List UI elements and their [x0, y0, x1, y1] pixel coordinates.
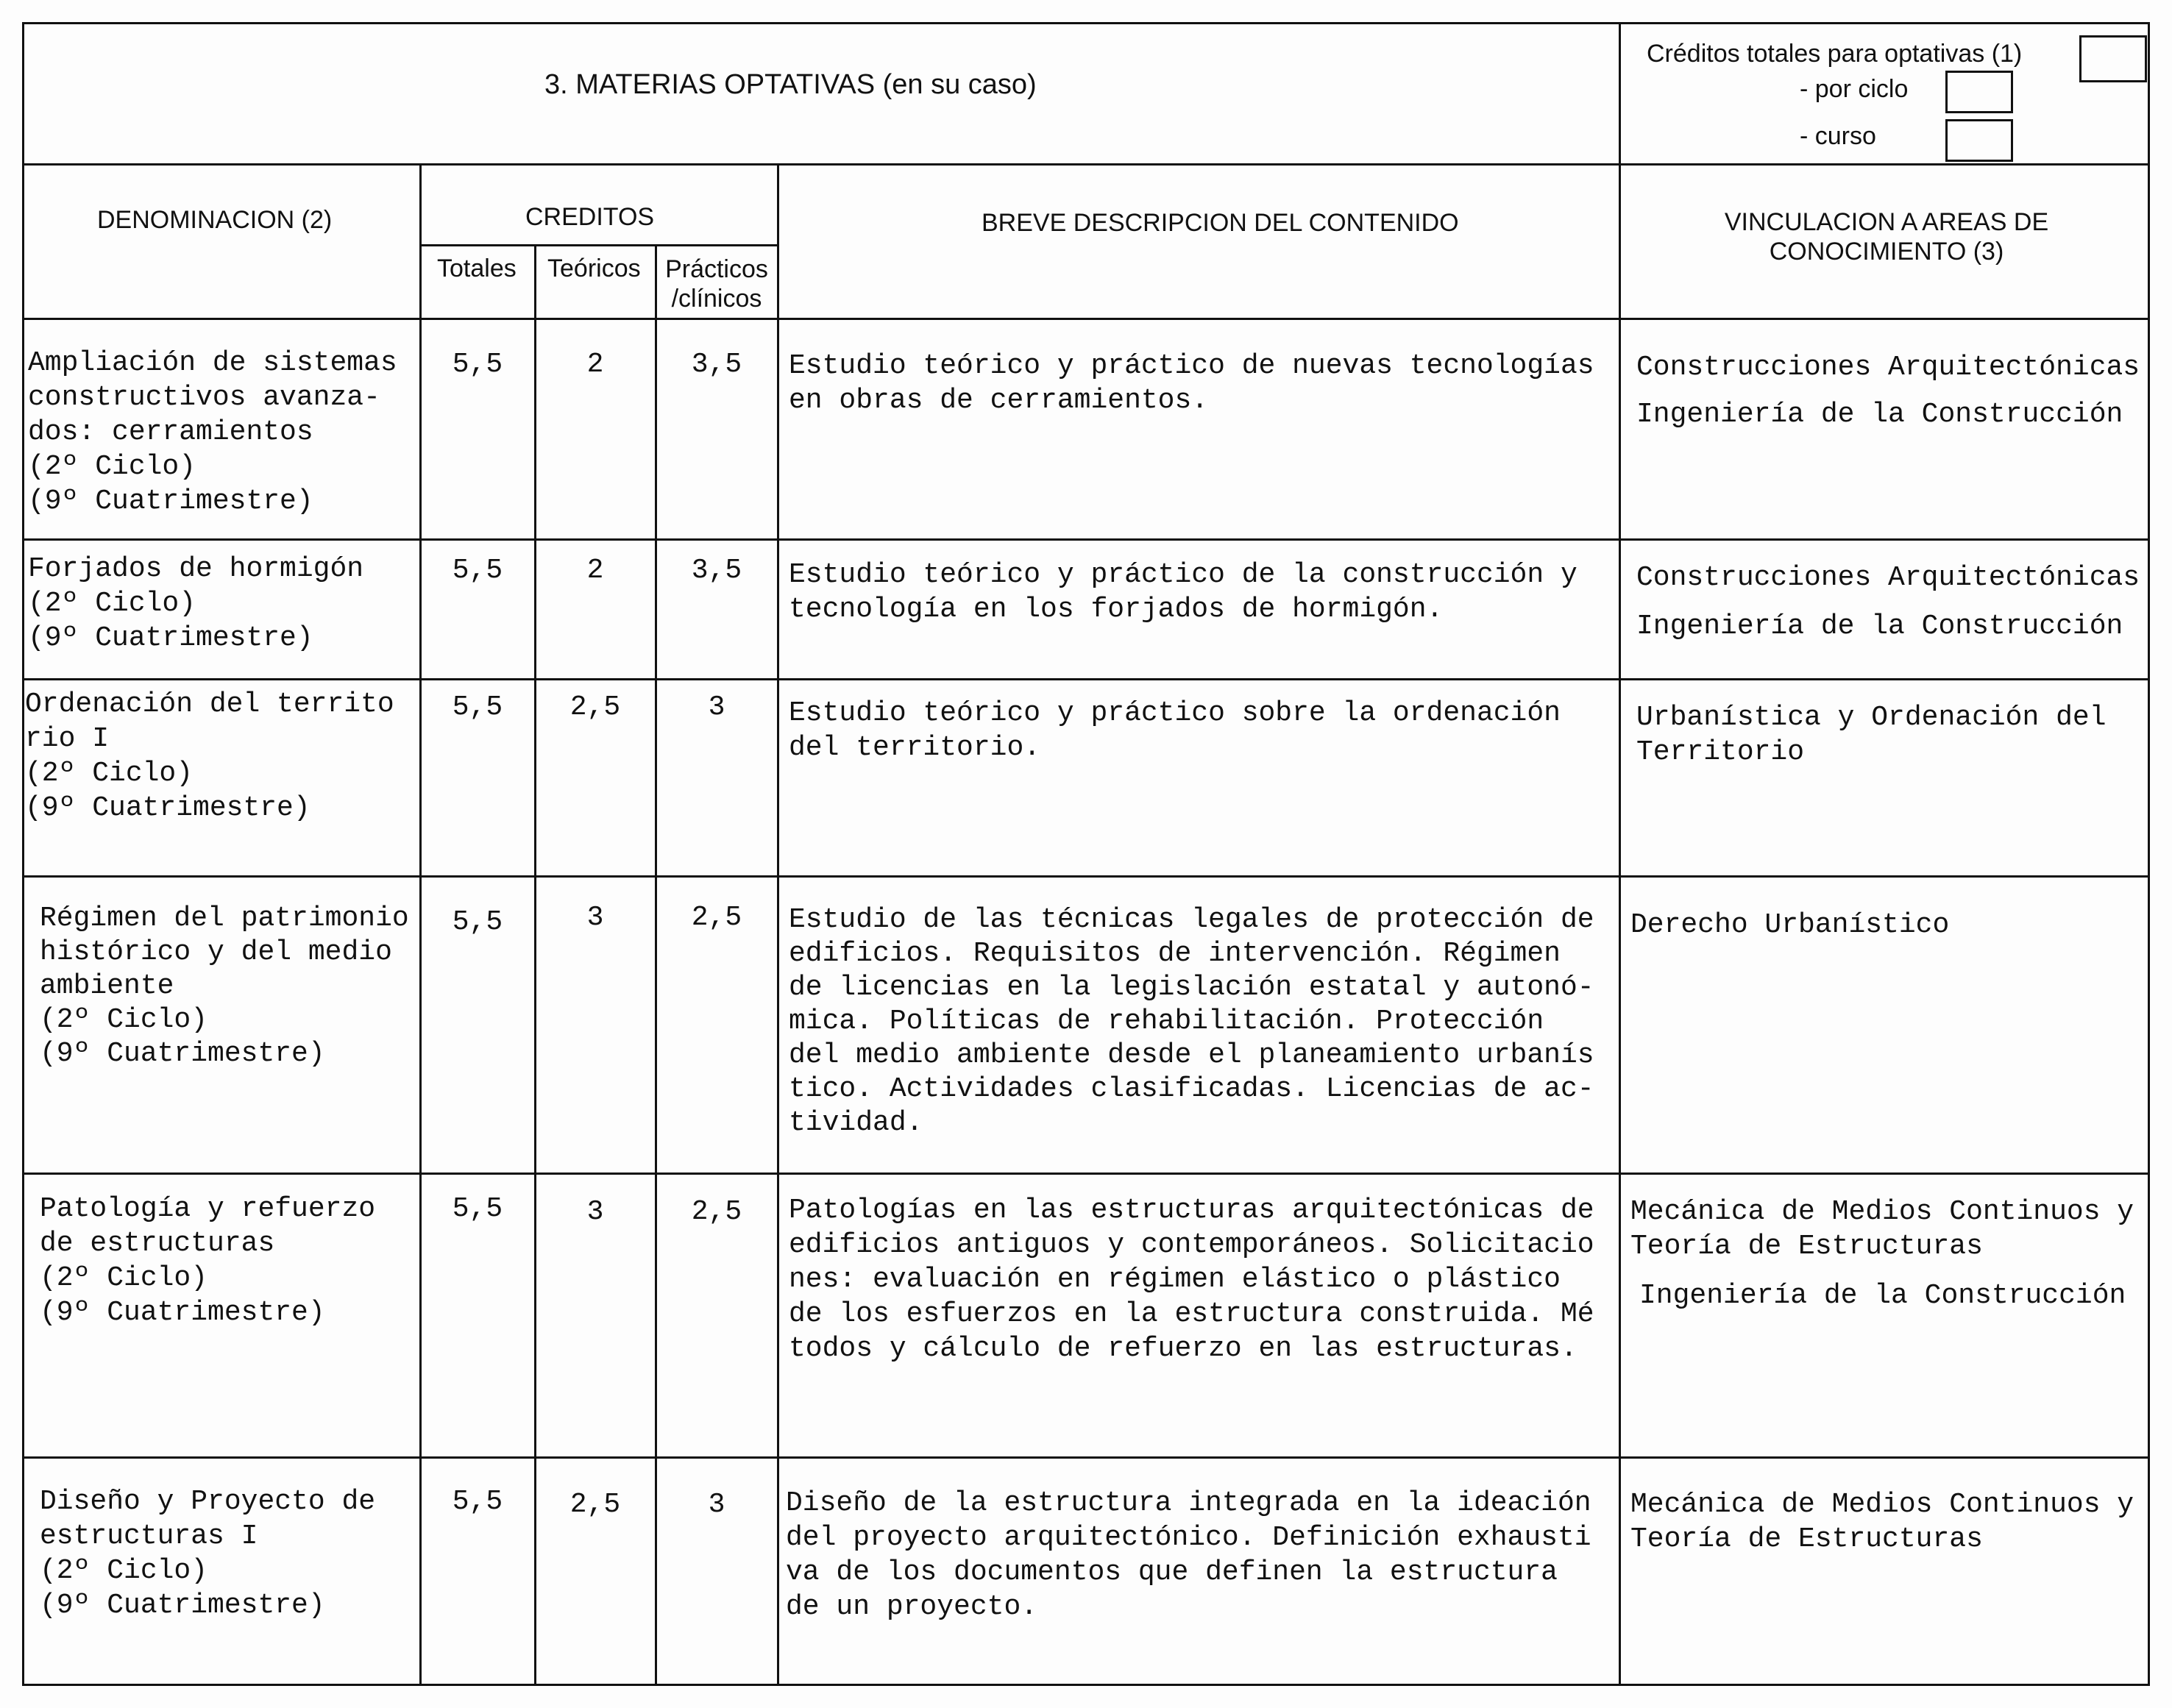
rule-col-vinculacion — [1619, 22, 1621, 1686]
row4-denominacion: Régimen del patrimonio histórico y del medio ambiente (2º Ciclo) (9º Cuatrimestre) — [40, 903, 409, 1070]
row2-denominacion: Forjados de hormigón (2º Ciclo) (9º Cuatrimestre) — [28, 553, 364, 654]
row3-teoricos: 2,5 — [569, 691, 621, 723]
col-header-practicos: Prácticos /clínicos — [665, 255, 768, 313]
row5-totales: 5,5 — [452, 1193, 503, 1225]
row5-practicos: 2,5 — [691, 1196, 742, 1228]
rule-columns-bottom — [22, 318, 2150, 320]
row3-practicos: 3 — [708, 691, 725, 723]
col-header-descripcion: BREVE DESCRIPCION DEL CONTENIDO — [982, 209, 1459, 237]
row1-practicos: 3,5 — [691, 349, 742, 380]
row4-descripcion: Estudio de las técnicas legales de protección de edificios. Requisitos de intervención. Régimen de licencias en la legislación estatal y autonó- mica. Políticas de rehabilitación. Protección del medio ambiente desde el planeamiento urbanís tico. Actividades clasificadas. Licencias de ac- tividad. — [789, 904, 1594, 1139]
rule-row-2 — [22, 678, 2150, 680]
table-frame — [22, 22, 2150, 1686]
rule-row-1 — [22, 538, 2150, 541]
row1-teoricos: 2 — [586, 349, 604, 380]
row2-totales: 5,5 — [452, 555, 503, 586]
row4-teoricos: 3 — [586, 902, 604, 933]
row2-area-1: Construcciones Arquitectónicas — [1636, 562, 2140, 594]
rule-row-5 — [22, 1456, 2150, 1459]
row4-practicos: 2,5 — [691, 902, 742, 933]
row1-area-2: Ingeniería de la Construcción — [1636, 399, 2123, 430]
col-header-creditos: CREDITOS — [525, 203, 655, 231]
rule-row-4 — [22, 1173, 2150, 1175]
row4-totales: 5,5 — [452, 906, 503, 938]
rule-creditos-sub — [419, 244, 777, 246]
row6-totales: 5,5 — [452, 1486, 503, 1517]
row5-descripcion: Patologías en las estructuras arquitectónicas de edificios antiguos y contemporáneos. Solicitacio nes: evaluación en régimen elástico o plástico de los esfuerzos en la estructura construida. Mé todos y cálculo de refuerzo en las estructuras. — [789, 1195, 1594, 1364]
row4-area-1: Derecho Urbanístico — [1630, 909, 1950, 941]
row1-denominacion: Ampliación de sistemas constructivos avanza- dos: cerramientos (2º Ciclo) (9º Cuatrimestre) — [28, 347, 397, 517]
rule-col-creditos — [419, 163, 422, 1686]
row5-denominacion: Patología y refuerzo de estructuras (2º Ciclo) (9º Cuatrimestre) — [40, 1193, 376, 1328]
row5-teoricos: 3 — [586, 1196, 604, 1228]
row6-practicos: 3 — [708, 1489, 725, 1520]
row1-totales: 5,5 — [452, 349, 503, 380]
rule-row-3 — [22, 875, 2150, 878]
row6-descripcion: Diseño de la estructura integrada en la ideación del proyecto arquitectónico. Definición exhausti va de los documentos que definen la estructura de un proyecto. — [786, 1487, 1591, 1623]
col-header-denominacion: DENOMINACION (2) — [97, 206, 333, 234]
row5-area-1: Mecánica de Medios Continuos y Teoría de Estructuras — [1630, 1196, 2134, 1262]
row2-practicos: 3,5 — [691, 555, 742, 586]
per-cycle-label: - por ciclo — [1800, 75, 1909, 103]
rule-col-descripcion — [777, 163, 779, 1686]
per-course-label: - curso — [1800, 122, 1876, 150]
row2-area-2: Ingeniería de la Construcción — [1636, 611, 2123, 642]
row1-area-1: Construcciones Arquitectónicas — [1636, 352, 2140, 383]
row6-area-1: Mecánica de Medios Continuos y Teoría de Estructuras — [1630, 1489, 2134, 1555]
col-header-vinculacion: VINCULACION A AREAS DE CONOCIMIENTO (3) — [1724, 208, 2049, 266]
row2-teoricos: 2 — [586, 555, 604, 586]
row6-teoricos: 2,5 — [569, 1489, 621, 1520]
per-cycle-box — [1945, 71, 2013, 113]
rule-header-bottom — [22, 163, 2150, 166]
row3-totales: 5,5 — [452, 691, 503, 723]
credits-total-box — [2079, 35, 2147, 82]
row6-denominacion: Diseño y Proyecto de estructuras I (2º Ciclo) (9º Cuatrimestre) — [40, 1486, 376, 1621]
col-header-teoricos: Teóricos — [547, 255, 641, 282]
row3-descripcion: Estudio teórico y práctico sobre la ordenación del territorio. — [789, 697, 1561, 764]
row1-descripcion: Estudio teórico y práctico de nuevas tecnologías en obras de cerramientos. — [789, 350, 1594, 416]
row5-area-2: Ingeniería de la Construcción — [1639, 1280, 2126, 1312]
per-course-box — [1945, 119, 2013, 162]
section-title: 3. MATERIAS OPTATIVAS (en su caso) — [544, 69, 1037, 100]
row3-denominacion: Ordenación del territo rio I (2º Ciclo) (9º Cuatrimestre) — [25, 688, 394, 824]
rule-col-teoricos — [534, 244, 536, 1686]
col-header-totales: Totales — [437, 255, 517, 282]
rule-col-practicos — [655, 244, 657, 1686]
row2-descripcion: Estudio teórico y práctico de la construcción y tecnología en los forjados de hormigón. — [789, 559, 1577, 625]
row3-area-1: Urbanística y Ordenación del Territorio — [1636, 702, 2107, 768]
credits-total-label: Créditos totales para optativas (1) — [1647, 40, 2023, 68]
